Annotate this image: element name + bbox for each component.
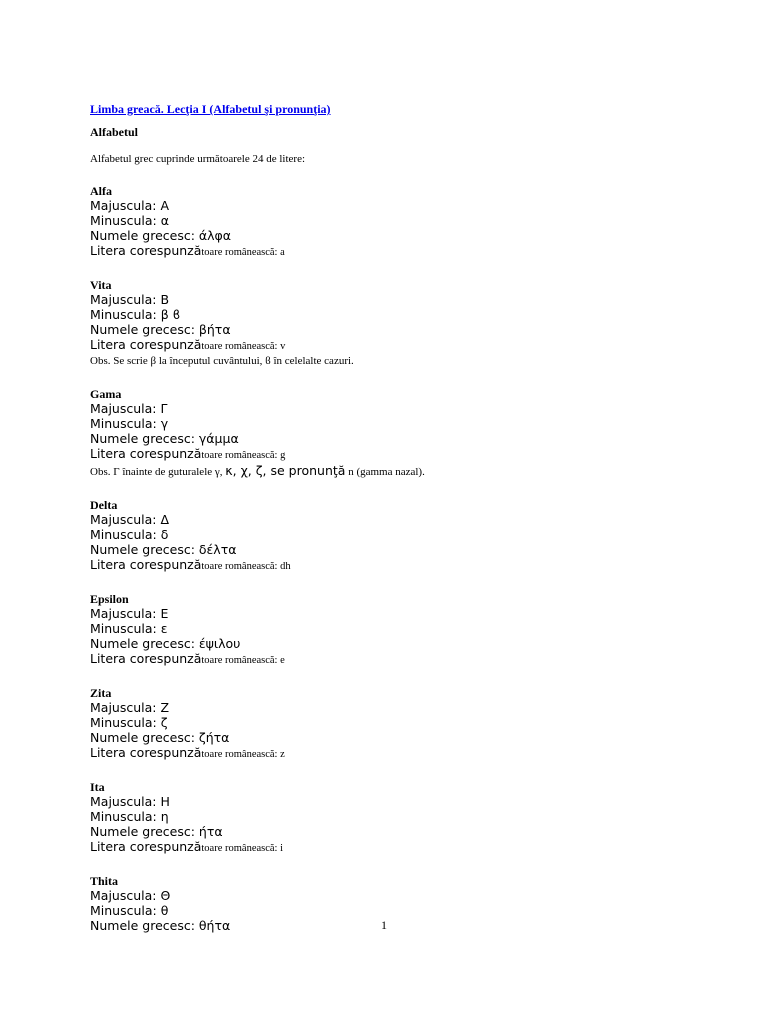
greek-name-value: άλφα	[198, 228, 232, 243]
greek-name-value: ζήτα	[198, 730, 230, 745]
lowercase-value: ε	[160, 621, 168, 636]
uppercase-value: Θ	[160, 888, 171, 903]
uppercase-line: Majuscula: Η	[90, 794, 170, 809]
roman-letter-line: Litera corespunzătoare românească: g	[90, 446, 286, 461]
lowercase-value: δ	[160, 527, 169, 542]
uppercase-line: Majuscula: Γ	[90, 401, 168, 416]
lowercase-value: θ	[160, 903, 169, 918]
roman-letter-value: g	[280, 450, 286, 461]
lowercase-value: β ϐ	[160, 307, 181, 322]
uppercase-value: Ζ	[160, 700, 170, 715]
document-page	[90, 100, 710, 933]
greek-name-line: Numele grecesc: έψιλου	[90, 636, 241, 651]
roman-letter-value: a	[280, 247, 285, 258]
letter-name: Vita	[90, 278, 112, 292]
letter-name: Zita	[90, 686, 112, 700]
uppercase-line: Majuscula: Ε	[90, 606, 169, 621]
section-heading: Alfabetul	[90, 125, 138, 139]
greek-name-value: ήτα	[198, 824, 223, 839]
letter-name: Delta	[90, 498, 118, 512]
lowercase-line: Minuscula: δ	[90, 527, 169, 542]
roman-letter-value: e	[280, 655, 285, 666]
letter-zita	[90, 686, 710, 762]
uppercase-value: Γ	[160, 401, 168, 416]
lesson-title-link[interactable]: Limba greacă. Lecţia I (Alfabetul şi pronunţia)	[90, 102, 331, 116]
lowercase-line: Minuscula: θ	[90, 903, 169, 918]
uppercase-line: Majuscula: Α	[90, 198, 170, 213]
letter-name: Thita	[90, 874, 119, 888]
lowercase-value: γ	[160, 416, 169, 431]
observation-note: Obs. Se scrie β la începutul cuvântului, ϐ în celelalte cazuri.	[90, 355, 354, 367]
greek-name-value: δέλτα	[198, 542, 237, 557]
greek-name-line: Numele grecesc: θήτα	[90, 918, 231, 933]
uppercase-line: Majuscula: Δ	[90, 512, 170, 527]
uppercase-line: Majuscula: Θ	[90, 888, 171, 903]
uppercase-line: Majuscula: Ζ	[90, 700, 170, 715]
roman-letter-line: Litera corespunzătoare românească: z	[90, 745, 285, 760]
greek-name-line: Numele grecesc: δέλτα	[90, 542, 237, 557]
lowercase-line: Minuscula: η	[90, 809, 169, 824]
intro-text: Alfabetul grec cuprinde următoarele 24 de litere:	[90, 153, 306, 165]
uppercase-value: Α	[160, 198, 170, 213]
letter-alfa	[90, 184, 710, 260]
roman-letter-value: v	[280, 341, 286, 352]
roman-letter-line: Litera corespunzătoare românească: v	[90, 337, 286, 352]
letter-epsilon	[90, 592, 710, 668]
letter-vita	[90, 278, 710, 369]
lowercase-value: α	[160, 213, 169, 228]
greek-name-line: Numele grecesc: άλφα	[90, 228, 232, 243]
roman-letter-value: z	[280, 749, 285, 760]
roman-letter-value: i	[280, 843, 284, 854]
observation-note: Obs. Γ înainte de guturalele γ, κ, χ, ζ, se pronunţă n (gamma nazal).	[90, 463, 425, 478]
lowercase-line: Minuscula: ζ	[90, 715, 168, 730]
greek-name-line: Numele grecesc: γάμμα	[90, 431, 239, 446]
roman-letter-line: Litera corespunzătoare românească: e	[90, 651, 285, 666]
uppercase-value: Δ	[160, 512, 170, 527]
roman-letter-line: Litera corespunzătoare românească: dh	[90, 557, 291, 572]
greek-name-value: βήτα	[198, 322, 231, 337]
lowercase-value: ζ	[160, 715, 168, 730]
letter-gama	[90, 387, 710, 480]
lowercase-line: Minuscula: β ϐ	[90, 307, 181, 322]
page-number: 1	[381, 918, 387, 932]
letter-ita	[90, 780, 710, 856]
letter-name: Ita	[90, 780, 105, 794]
greek-name-line: Numele grecesc: βήτα	[90, 322, 231, 337]
lowercase-line: Minuscula: γ	[90, 416, 169, 431]
uppercase-line: Majuscula: Β	[90, 292, 170, 307]
letter-delta	[90, 498, 710, 574]
roman-letter-value: dh	[280, 561, 291, 572]
lowercase-line: Minuscula: ε	[90, 621, 168, 636]
greek-name-value: γάμμα	[198, 431, 239, 446]
roman-letter-line: Litera corespunzătoare românească: i	[90, 839, 284, 854]
lowercase-value: η	[160, 809, 169, 824]
uppercase-value: Ε	[160, 606, 169, 621]
roman-letter-line: Litera corespunzătoare românească: a	[90, 243, 285, 258]
letter-name: Alfa	[90, 184, 112, 198]
lowercase-line: Minuscula: α	[90, 213, 169, 228]
letter-name: Epsilon	[90, 592, 129, 606]
greek-name-line: Numele grecesc: ζήτα	[90, 730, 230, 745]
greek-name-value: θήτα	[198, 918, 231, 933]
uppercase-value: Β	[160, 292, 170, 307]
letter-name: Gama	[90, 387, 122, 401]
uppercase-value: Η	[160, 794, 170, 809]
greek-name-value: έψιλου	[198, 636, 241, 651]
greek-name-line: Numele grecesc: ήτα	[90, 824, 223, 839]
